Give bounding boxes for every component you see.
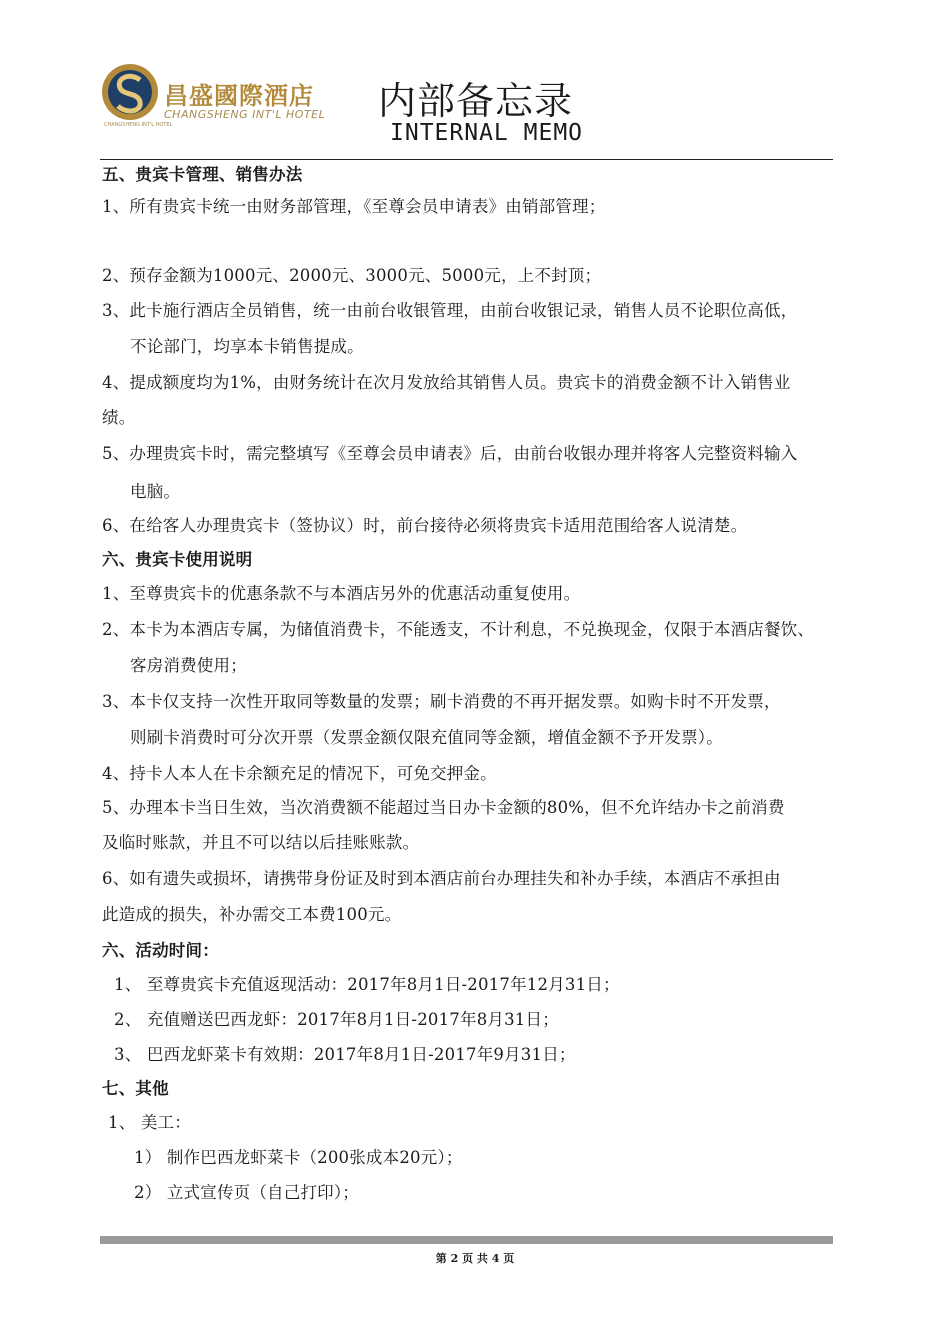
hotel-name-cn: 昌盛國際酒店 — [164, 82, 314, 110]
body-line: 4、提成额度均为1%，由财务统计在次月发放给其销售人员。贵宾卡的消费金额不计入销售业 — [102, 373, 791, 392]
header-divider — [100, 159, 833, 160]
body-line: 3、此卡施行酒店全员销售，统一由前台收银管理，由前台收银记录，销售人员不论职位高低， — [102, 301, 798, 320]
body-line: 3、本卡仅支持一次性开取同等数量的发票；刷卡消费的不再开据发票。如购卡时不开发票， — [102, 692, 781, 711]
body-line: 及临时账款，并且不可以结以后挂账账款。 — [102, 833, 420, 852]
body-line: 4、持卡人本人在卡余额充足的情况下，可免交押金。 — [102, 764, 497, 783]
body-line: 1） 制作巴西龙虾菜卡（200张成本20元）； — [134, 1148, 463, 1167]
section-heading: 六、贵宾卡使用说明 — [102, 550, 253, 569]
footer-bar — [100, 1236, 833, 1244]
body-line: 绩。 — [102, 408, 136, 427]
page-number: 第 2 页 共 4 页 — [435, 1252, 515, 1265]
body-line: 2） 立式宣传页（自己打印）； — [134, 1183, 359, 1202]
emblem-caption: CHANGSHENG INT'L HOTEL — [104, 122, 173, 128]
hotel-name-en: CHANGSHENG INT'L HOTEL — [164, 108, 326, 121]
body-line: 6、在给客人办理贵宾卡（签协议）时，前台接待必须将贵宾卡适用范围给客人说清楚。 — [102, 516, 748, 535]
body-line: 1、所有贵宾卡统一由财务部管理，《至尊会员申请表》由销部管理； — [102, 197, 606, 216]
memo-title: 内部备忘录 — [378, 79, 574, 123]
body-line: 则刷卡消费时可分次开票（发票金额仅限充值同等金额，增值金额不予开发票）。 — [130, 728, 723, 747]
body-line: 5、办理本卡当日生效，当次消费额不能超过当日办卡金额的80%，但不允许结办卡之前消费 — [102, 798, 785, 817]
body-line: 3、 巴西龙虾菜卡有效期：2017年8月1日-2017年9月31日； — [114, 1045, 576, 1064]
body-line: 不论部门，均享本卡销售提成。 — [130, 337, 364, 356]
body-line: 电脑。 — [130, 482, 181, 501]
body-line: 1、 美工： — [108, 1113, 191, 1132]
body-line: 5、办理贵宾卡时，需完整填写《至尊会员申请表》后，由前台收银办理并将客人完整资料输入 — [102, 444, 798, 463]
hotel-emblem-icon — [100, 62, 160, 122]
body-line: 客房消费使用； — [130, 656, 247, 675]
body-line: 2、本卡为本酒店专属，为储值消费卡，不能透支，不计利息，不兑换现金，仅限于本酒店餐饮、 — [102, 620, 815, 639]
body-line: 2、预存金额为1000元、2000元、3000元、5000元，上不封顶； — [102, 266, 602, 285]
section-heading: 六、活动时间： — [102, 941, 219, 960]
section-heading: 七、其他 — [102, 1079, 169, 1098]
body-line: 2、 充值赠送巴西龙虾：2017年8月1日-2017年8月31日； — [114, 1010, 559, 1029]
body-line: 1、 至尊贵宾卡充值返现活动：2017年8月1日-2017年12月31日； — [114, 975, 620, 994]
hotel-logo — [100, 62, 326, 134]
body-line: 此造成的损失，补办需交工本费100元。 — [102, 905, 402, 924]
section-heading: 五、贵宾卡管理、销售办法 — [102, 165, 303, 184]
body-line: 6、如有遗失或损坏，请携带身份证及时到本酒店前台办理挂失和补办手续，本酒店不承担由 — [102, 869, 781, 888]
memo-subtitle: INTERNAL MEMO — [390, 120, 584, 146]
body-line: 1、至尊贵宾卡的优惠条款不与本酒店另外的优惠活动重复使用。 — [102, 584, 581, 603]
